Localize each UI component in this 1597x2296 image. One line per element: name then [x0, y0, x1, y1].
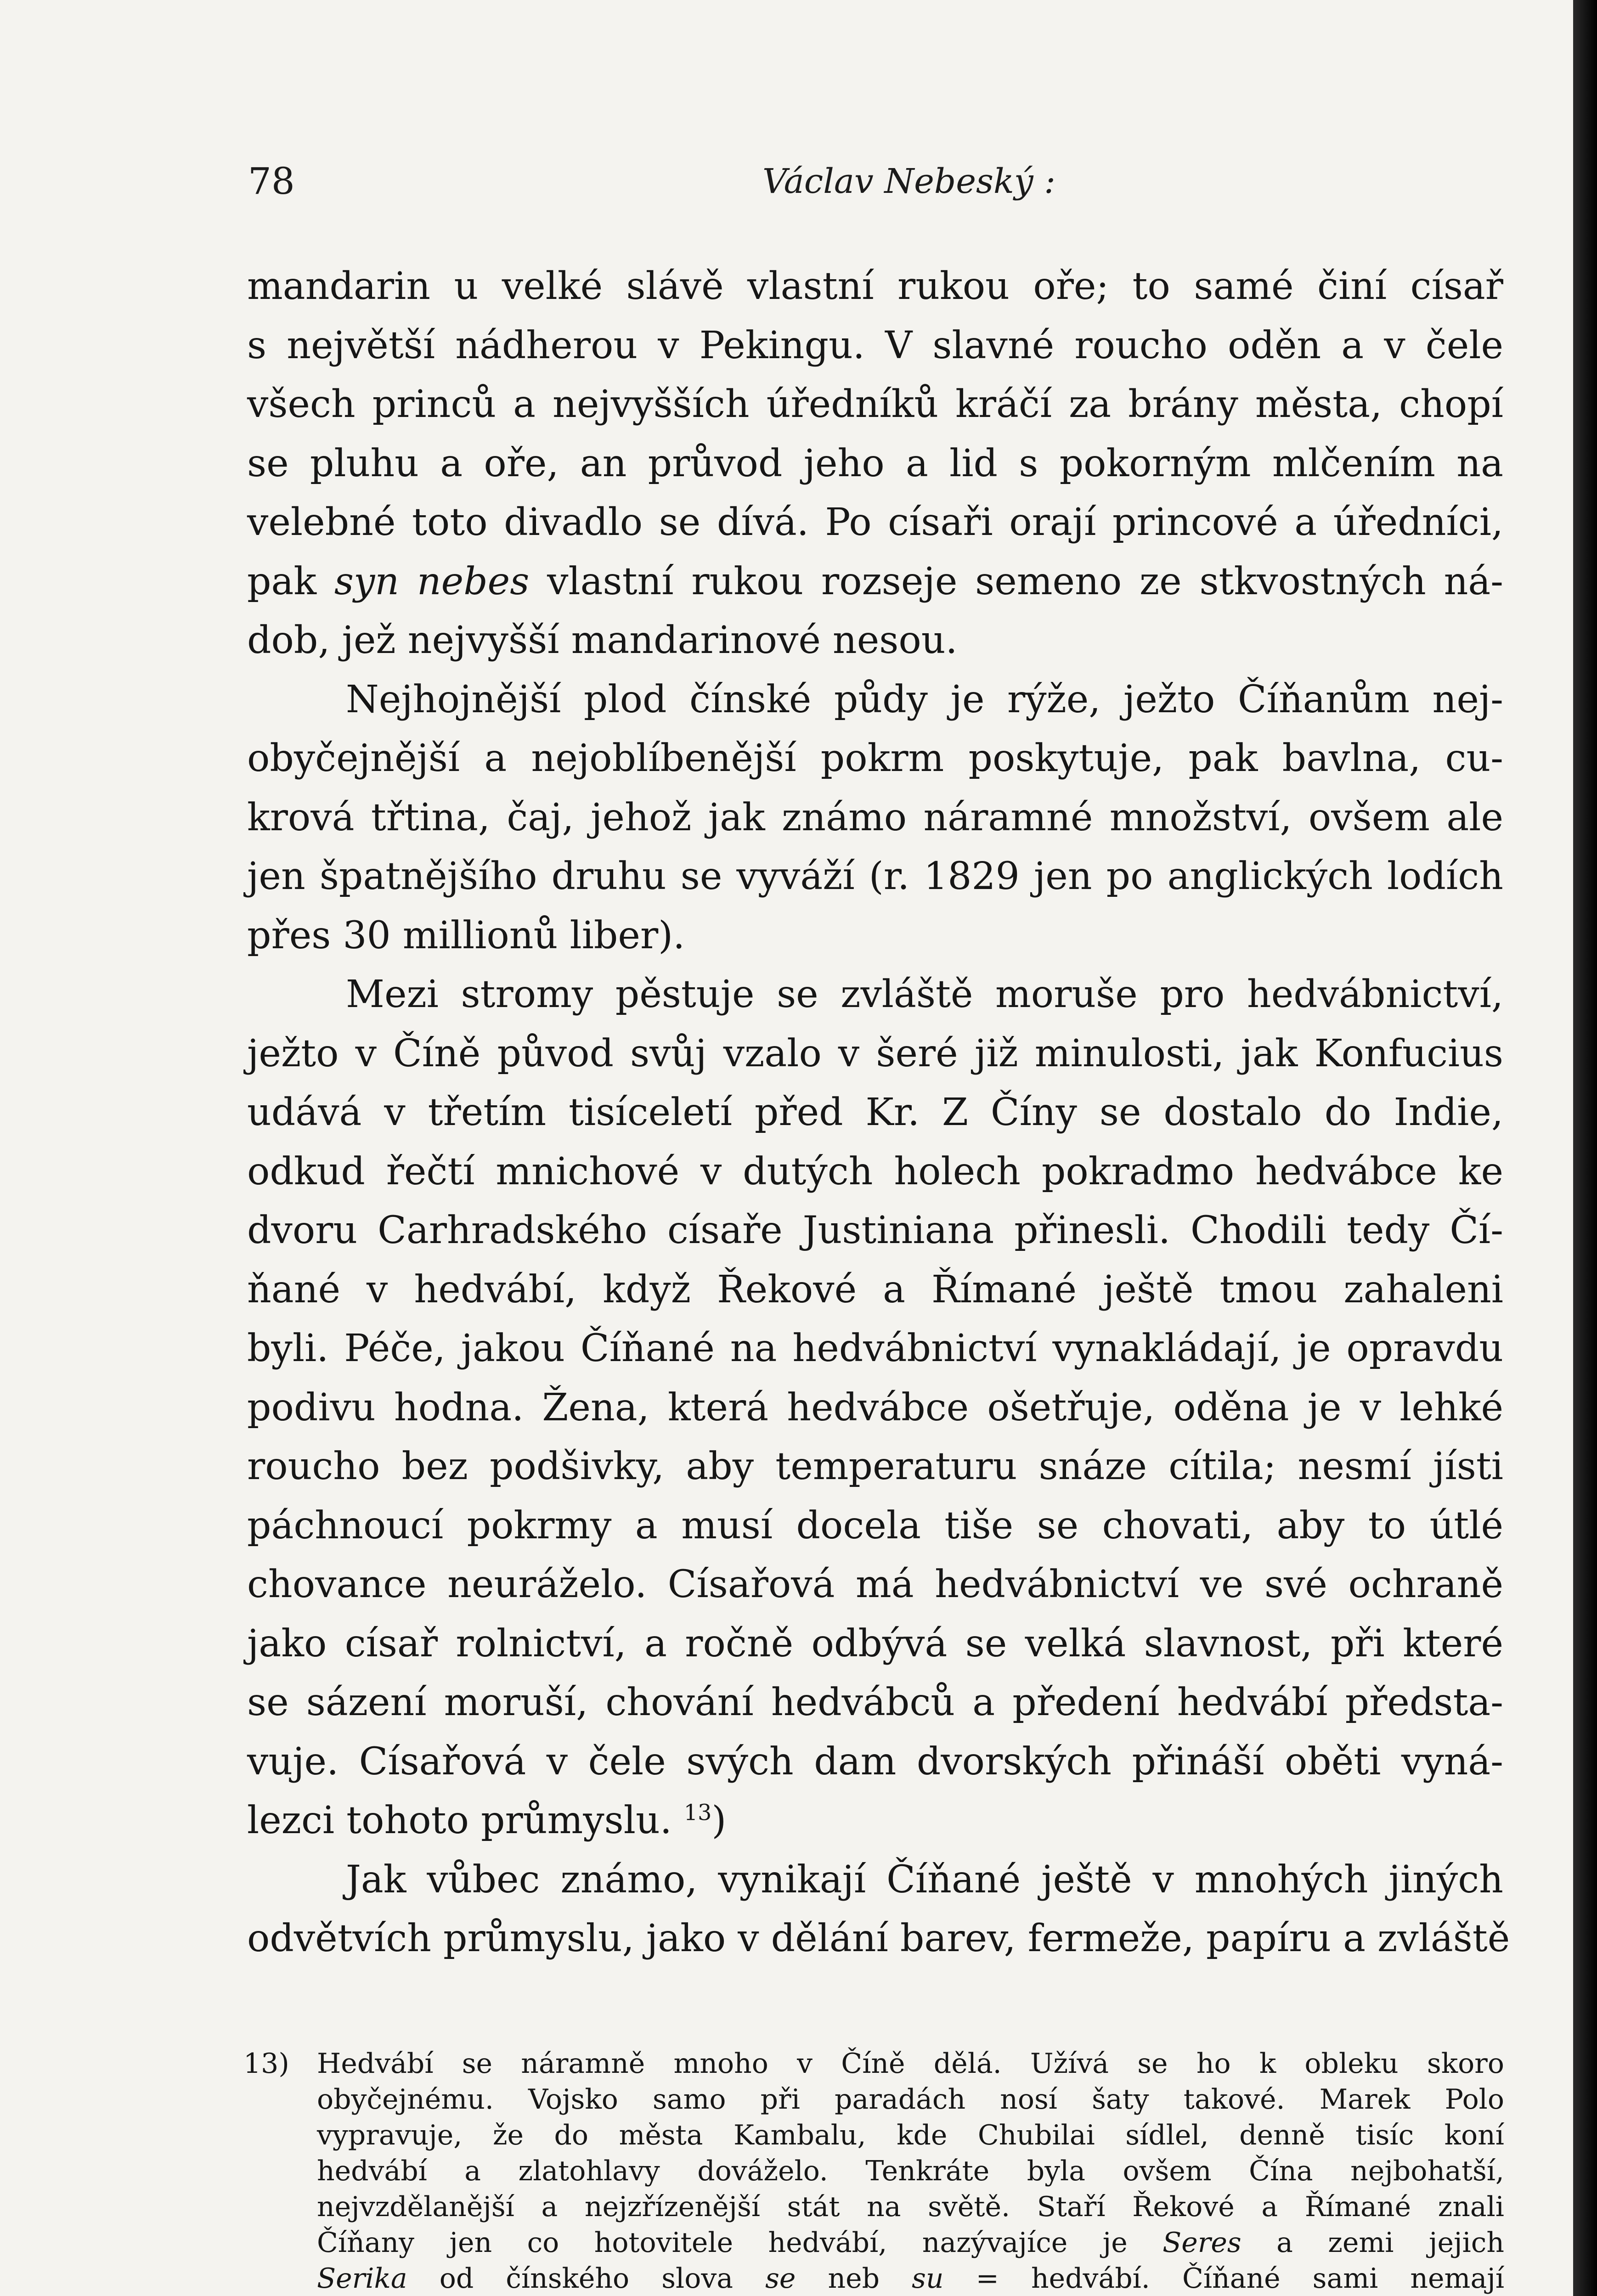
- footnote-line: [243, 2225, 1504, 2261]
- text-line: velebné toto divadlo se dívá. Po císaři orají princové a úředníci,: [247, 501, 1503, 544]
- text-line: podivu hodna. Žena, která hedvábce ošetřuje, oděna je v lehké: [247, 1385, 1503, 1429]
- footnote-text: od čínského slova: [439, 2262, 734, 2295]
- footnote-text: Číňany jen co hotovitele hedvábí, nazývajíce je: [317, 2227, 1128, 2259]
- footnote-line: [243, 2261, 1504, 2296]
- running-title: Václav Nebeský :: [762, 162, 1056, 201]
- text-line: byli. Péče, jakou Číňané na hedvábnictví vynakládají, je opravdu: [247, 1327, 1503, 1370]
- italic-term: se: [765, 2262, 796, 2295]
- footnote-ref: 13: [683, 1800, 712, 1826]
- body-text: [247, 257, 1510, 1969]
- footnote-line: hedvábí a zlatohlavy dováželo. Tenkráte byla ovšem Čína nejbohatší,: [317, 2155, 1504, 2187]
- text-line: přes 30 millionů liber).: [247, 913, 685, 957]
- text-line: ježto v Číně původ svůj vzalo v šeré již minulosti, jak Konfucius: [247, 1031, 1503, 1075]
- text-line: dob, jež nejvyšší mandarinové nesou.: [247, 619, 958, 662]
- text-line: dvoru Carhradského císaře Justiniana přinesli. Chodili tedy Čí-: [247, 1209, 1503, 1252]
- text-line: roucho bez podšivky, aby temperaturu snáze cítila; nesmí jísti: [247, 1445, 1503, 1488]
- text-fragment: pak: [247, 559, 317, 603]
- text-line: [247, 1791, 1503, 1851]
- text-line: [247, 552, 1503, 612]
- text-line: odkud řečtí mnichové v dutých holech pokradmo hedvábce ke: [247, 1149, 1503, 1193]
- text-line: páchnoucí pokrmy a musí docela tiše se chovati, aby to útlé: [247, 1503, 1503, 1548]
- footnote-text: = hedvábí. Číňané sami nemají: [976, 2262, 1505, 2295]
- text-fragment: lezci tohoto průmyslu.: [247, 1799, 672, 1842]
- text-line: udává v třetím tisíceletí před Kr. Z Číny se dostalo do Indie,: [247, 1091, 1503, 1134]
- text-line: Jak vůbec známo, vynikají Číňané ještě v mnohých jiných: [346, 1857, 1503, 1902]
- footnote-line: [243, 2046, 1504, 2082]
- text-line: mandarin u velké slávě vlastní rukou oře; to samé činí císař: [247, 264, 1503, 308]
- footnote-line: nejvzdělanější a nejzřízenější stát na světě. Staří Řekové a Římané znali: [317, 2191, 1504, 2223]
- italic-term: su: [912, 2262, 944, 2295]
- text-line: odvětvích průmyslu, jako v dělání barev, fermeže, papíru a zvláště: [247, 1917, 1510, 1960]
- footnote-line: obyčejnému. Vojsko samo při paradách nosí šaty takové. Marek Polo: [317, 2083, 1504, 2116]
- text-line: vuje. Císařová v čele svých dam dvorských přináší oběti vyná-: [247, 1739, 1503, 1784]
- text-line: ňané v hedvábí, když Řekové a Římané ještě tmou zahaleni: [247, 1267, 1503, 1311]
- text-line: Nejhojnější plod čínské půdy je rýže, ježto Číňanům nej-: [346, 677, 1503, 721]
- page-header: [248, 147, 1497, 216]
- text-fragment: ): [711, 1799, 727, 1842]
- text-line: s největší nádherou v Pekingu. V slavné roucho oděn a v čele: [247, 323, 1503, 367]
- page-edge-shadow: [1573, 0, 1597, 2296]
- footnote-text: Hedvábí se náramně mnoho v Číně dělá. Užívá se ho k obleku skoro: [317, 2048, 1504, 2080]
- text-line: obyčejnější a nejoblíbenější pokrm poskytuje, pak bavlna, cu-: [247, 737, 1503, 780]
- footnote-line: vypravuje, že do města Kambalu, kde Chubilai sídlel, denně tisíc koní: [317, 2119, 1504, 2151]
- footnote-number: 13): [243, 2048, 289, 2080]
- footnote-text: a zemi jejich: [1276, 2227, 1504, 2259]
- italic-term: Seres: [1162, 2227, 1241, 2259]
- text-fragment: vlastní rukou rozseje semeno ze stkvostných ná-: [547, 559, 1503, 603]
- text-line: krová třtina, čaj, jehož jak známo náramné množství, ovšem ale: [247, 795, 1503, 839]
- text-line: chovance neuráželo. Císařová má hedvábnictví ve své ochraně: [247, 1563, 1503, 1606]
- italic-term: Serika: [317, 2262, 407, 2295]
- text-line: jen špatnějšího druhu se vyváží (r. 1829 jen po anglických lodích: [247, 855, 1503, 898]
- text-line: Mezi stromy pěstuje se zvláště moruše pro hedvábnictví,: [346, 973, 1503, 1016]
- text-line: všech princů a nejvyšších úředníků kráčí za brány města, chopí: [247, 383, 1503, 426]
- text-line: se sázení moruší, chování hedvábců a předení hedvábí předsta-: [247, 1681, 1503, 1724]
- footnotes: [243, 2046, 1504, 2296]
- text-line: jako císař rolnictví, a ročně odbývá se velká slavnost, při které: [247, 1621, 1503, 1666]
- italic-phrase: syn nebes: [334, 559, 530, 603]
- text-line: se pluhu a oře, an průvod jeho a lid s pokorným mlčením na: [247, 441, 1503, 485]
- footnote-text: neb: [828, 2262, 880, 2295]
- page-number: 78: [248, 160, 295, 203]
